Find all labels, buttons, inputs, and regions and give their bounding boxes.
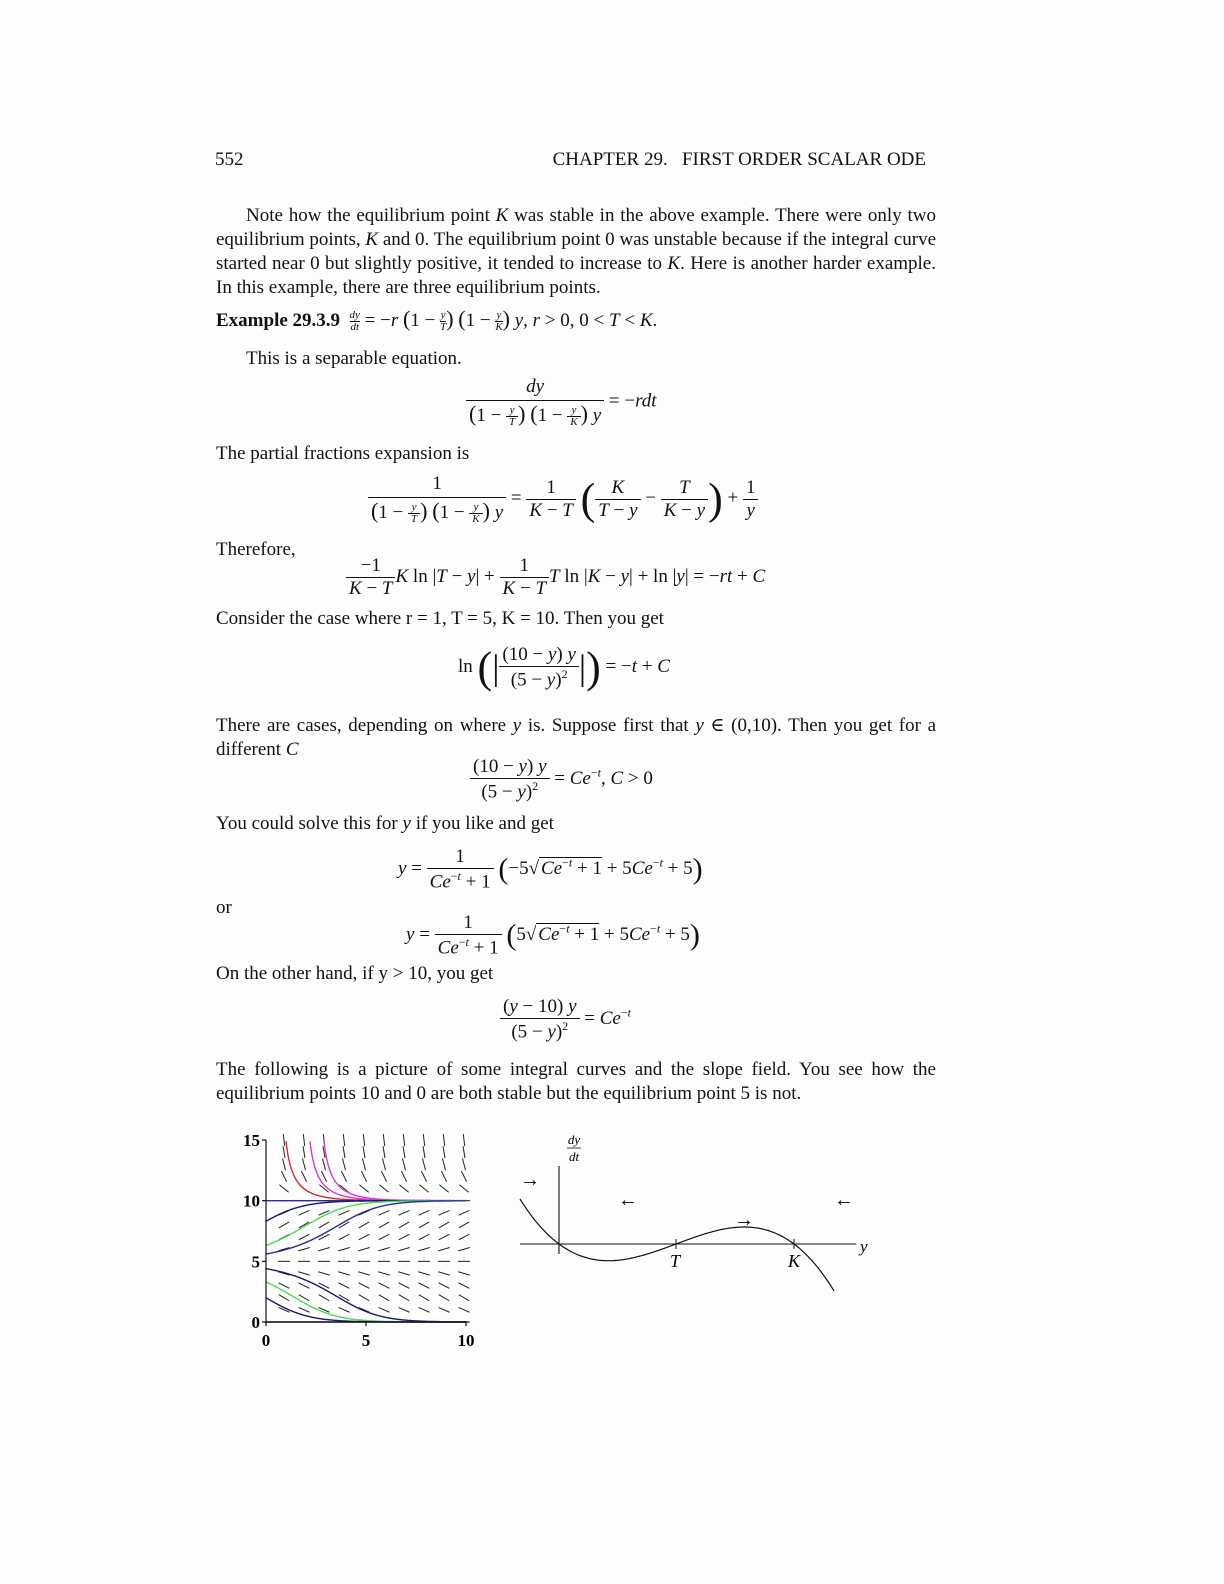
slope-segment <box>338 1248 350 1251</box>
point-K-label: K <box>788 1251 801 1271</box>
slope-segment <box>299 1307 310 1312</box>
slope-segment <box>419 1307 430 1312</box>
slope-segment <box>398 1248 410 1251</box>
specific-log-equation: ln (| $\frac{(10 - y) y}{(5 - y)^2}$ |) = −t + C <box>458 643 670 692</box>
slope-segment <box>298 1248 310 1251</box>
y-tick-label: 15 <box>243 1131 260 1150</box>
slope-segment <box>342 1158 345 1170</box>
slope-field-figure <box>236 1126 486 1358</box>
slope-segment <box>379 1210 390 1215</box>
slope-segment <box>418 1272 430 1275</box>
integral-curve <box>266 1282 466 1322</box>
slope-segment <box>439 1283 450 1288</box>
integral-curve <box>324 1141 466 1200</box>
arrow-4: ← <box>834 1189 854 1211</box>
slope-segment <box>302 1158 305 1170</box>
slope-segment <box>338 1272 350 1275</box>
x-tick-label: 10 <box>457 1331 475 1350</box>
x-tick-label: 5 <box>361 1331 371 1350</box>
slope-segment <box>303 1146 305 1158</box>
slope-segment <box>441 1171 446 1182</box>
integral-curves <box>266 1141 466 1322</box>
slope-segment <box>378 1248 390 1251</box>
other-hand-text: On the other hand, if y > 10, you get <box>216 963 494 984</box>
slope-segment <box>439 1234 450 1239</box>
point-T-label: T <box>670 1251 681 1271</box>
slope-segment <box>343 1134 344 1146</box>
slope-segment <box>279 1222 289 1228</box>
slope-segment <box>359 1222 369 1228</box>
slope-segment <box>399 1210 410 1215</box>
slope-segment <box>458 1272 470 1275</box>
slope-segment <box>458 1248 470 1251</box>
slope-segment <box>402 1158 405 1170</box>
y-tick-label: 5 <box>251 1252 260 1272</box>
slope-segment <box>279 1185 288 1193</box>
slope-segment <box>359 1185 368 1193</box>
following-paragraph: The following is a picture of some integral curves and the slope field. You see how the equilibrium points 10 and 0 are both stable but the equilibrium point 5 is not. <box>216 1059 936 1104</box>
log-equation: $\frac{-1}{K - T}$ K ln |T − y| + $\frac{1}{K - T}$ T ln |K − y| + ln |y| = −rt + C <box>346 555 765 600</box>
solve-text: You could solve this for y if you like and get <box>216 813 554 834</box>
y-tick-label: 0 <box>251 1313 260 1332</box>
slope-segment <box>359 1234 370 1239</box>
slope-segment <box>318 1248 330 1251</box>
slope-segment <box>419 1222 429 1228</box>
slope-segment <box>399 1283 410 1288</box>
slope-segment <box>423 1146 425 1158</box>
slope-segment <box>439 1222 449 1228</box>
slope-segment <box>319 1295 329 1301</box>
slope-segment <box>443 1134 444 1146</box>
slope-segment <box>279 1295 289 1301</box>
slope-segment <box>419 1185 428 1193</box>
slope-segment <box>418 1248 430 1251</box>
slope-segment <box>358 1272 370 1275</box>
slope-segment <box>379 1185 388 1193</box>
slope-segment <box>382 1158 385 1170</box>
slope-segment <box>299 1210 310 1215</box>
slope-segment <box>399 1185 408 1193</box>
slope-segment <box>379 1222 389 1228</box>
slope-segment <box>319 1222 329 1228</box>
slope-segment <box>399 1234 410 1239</box>
slope-segment <box>322 1158 325 1170</box>
slope-segment <box>339 1283 350 1288</box>
slope-segment <box>381 1171 386 1182</box>
slope-segment <box>463 1134 464 1146</box>
slope-segment <box>359 1295 369 1301</box>
slope-segment <box>361 1171 366 1182</box>
integral-curve <box>266 1269 466 1322</box>
separable-text: This is a separable equation. <box>246 348 462 369</box>
integral-curve <box>266 1298 466 1322</box>
y-axis-label: y <box>860 1237 868 1256</box>
y-ticks <box>243 1131 266 1332</box>
therefore-text: Therefore, <box>216 539 296 560</box>
slope-segment <box>318 1272 330 1275</box>
slope-segment <box>299 1295 309 1301</box>
partial-fractions-equation: 1 (1 − $\frac{y}{T}$ ) (1 − $\frac{y}{K}$ ) y = $\frac{1}{K - T}$ ( $\frac{K}{T - y}$ − $\frac{T}{K - y}$ ) + $\frac{1}{y}$ <box>368 473 758 525</box>
slope-segment <box>379 1307 390 1312</box>
arrow-3: → <box>734 1209 754 1231</box>
dydt-curve <box>520 1199 834 1291</box>
x-tick-label: 0 <box>261 1331 271 1350</box>
slope-segment <box>339 1307 350 1312</box>
slope-segment <box>438 1248 450 1251</box>
phase-line-figure <box>512 1126 882 1308</box>
slope-segment <box>281 1171 286 1182</box>
arrow-1: → <box>520 1169 540 1191</box>
example-statement: Example 29.3.9 $\frac{dy}{dt}$ = −r (1 − $\frac{y}{T}$ ) (1 − $\frac{y}{K}$ ) y, r > 0, 0 < T < K. <box>216 306 658 334</box>
dydt-label-den: dt <box>568 1149 580 1164</box>
slope-segment <box>403 1146 405 1158</box>
slope-segment <box>299 1234 310 1239</box>
slope-segment <box>321 1171 326 1182</box>
slope-segment <box>439 1295 449 1301</box>
slope-segment <box>419 1295 429 1301</box>
or-text: or <box>216 897 232 918</box>
slope-segment <box>422 1158 425 1170</box>
slope-segment <box>383 1146 385 1158</box>
running-header: CHAPTER 29. FIRST ORDER SCALAR ODE <box>552 149 926 170</box>
slope-segment <box>339 1210 350 1215</box>
slope-segment <box>401 1171 406 1182</box>
slope-segment <box>459 1185 468 1193</box>
case1-equation: $\frac{(10 - y) y}{(5 - y)^2}$ = $Ce^{-t}$, C > 0 <box>470 756 653 803</box>
slope-segment <box>461 1171 466 1182</box>
slope-segment <box>442 1158 445 1170</box>
partial-fractions-text: The partial fractions expansion is <box>216 443 470 464</box>
example-label: Example 29.3.9 <box>216 310 341 331</box>
slope-segment <box>339 1234 350 1239</box>
slope-segment <box>279 1283 290 1288</box>
solution-plus-equation: y = $\frac{1}{Ce^{-t} + 1}$ (5√ $Ce^{-t} + 1 + 5Ce^{-t} + 5$) <box>406 912 700 959</box>
slope-segment <box>383 1134 384 1146</box>
slope-segment <box>359 1283 370 1288</box>
slope-segment <box>419 1234 430 1239</box>
slope-segment <box>379 1295 389 1301</box>
slope-segment <box>398 1272 410 1275</box>
slope-segment <box>459 1222 469 1228</box>
slope-segment <box>362 1158 365 1170</box>
slope-segment <box>421 1171 426 1182</box>
slope-segment <box>423 1134 424 1146</box>
slope-segment <box>283 1134 284 1146</box>
slope-segment <box>419 1210 430 1215</box>
integral-curve <box>266 1201 466 1254</box>
page-number: 552 <box>215 149 244 170</box>
solution-minus-equation: y = $\frac{1}{Ce^{-t} + 1}$ (−5√ $Ce^{-t} + 1 + 5Ce^{-t} + 5$) <box>398 846 703 893</box>
cases-paragraph: There are cases, depending on where y is. Suppose first that y ∈ (0,10). Then you get for a different C <box>216 715 937 760</box>
slope-segment <box>459 1210 470 1215</box>
slope-segment <box>419 1283 430 1288</box>
slope-segment <box>459 1307 470 1312</box>
slope-segment <box>379 1234 390 1239</box>
y-tick-label: 10 <box>243 1191 260 1211</box>
slope-segment <box>399 1222 409 1228</box>
slope-segment <box>341 1171 346 1182</box>
slope-segment <box>301 1171 306 1182</box>
slope-segment <box>399 1307 410 1312</box>
slope-segment <box>459 1295 469 1301</box>
x-ticks <box>262 1322 475 1350</box>
separable-equation: dy (1 − $\frac{y}{T}$ ) (1 − $\frac{y}{K}$ ) y = −rdt <box>466 376 657 428</box>
slope-segment <box>399 1295 409 1301</box>
slope-segment <box>463 1146 465 1158</box>
slope-segment <box>299 1283 310 1288</box>
slope-segment <box>403 1134 404 1146</box>
slope-segment <box>439 1210 450 1215</box>
slope-segment <box>378 1272 390 1275</box>
dydt-label-num: dy <box>567 1132 581 1147</box>
slope-segment <box>363 1146 365 1158</box>
slope-segment <box>438 1272 450 1275</box>
slope-segment <box>459 1234 470 1239</box>
slope-field-segments <box>278 1134 470 1322</box>
consider-text: Consider the case where r = 1, T = 5, K = 10. Then you get <box>216 608 664 629</box>
slope-segment <box>439 1307 450 1312</box>
slope-segment <box>283 1146 285 1158</box>
slope-segment <box>339 1185 348 1193</box>
slope-segment <box>358 1248 370 1251</box>
slope-segment <box>282 1158 285 1170</box>
intro-paragraph: Note how the equilibrium point K was stable in the above example. There were only two equilibrium points, K and 0. The equilibrium point 0 was unstable because if the integral curve started near 0 but slightly positive, it tended to increase to K. Here is another harder example. In this example, there are three equilibrium points. <box>216 205 937 298</box>
case2-equation: $\frac{(y - 10) y}{(5 - y)^2}$ = $Ce^{-t}$ <box>500 996 631 1043</box>
slope-segment <box>303 1134 304 1146</box>
slope-segment <box>298 1272 310 1275</box>
slope-segment <box>379 1283 390 1288</box>
slope-segment <box>363 1134 364 1146</box>
slope-segment <box>462 1158 465 1170</box>
slope-segment <box>439 1185 448 1193</box>
integral-curve <box>286 1141 466 1201</box>
slope-segment <box>443 1146 445 1158</box>
arrow-2: ← <box>618 1189 638 1211</box>
slope-segment <box>459 1283 470 1288</box>
slope-segment <box>343 1146 345 1158</box>
